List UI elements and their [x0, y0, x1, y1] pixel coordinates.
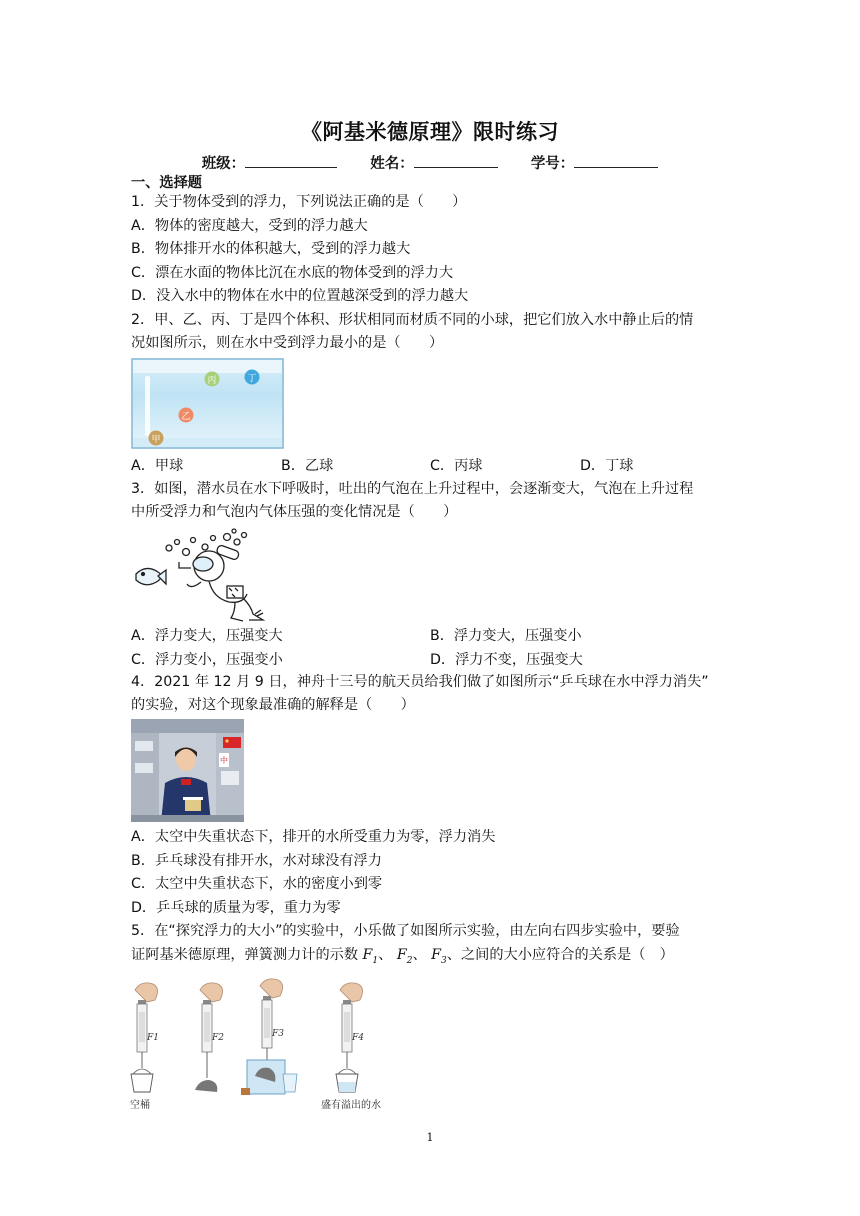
- page-number: 1: [426, 1131, 434, 1144]
- ball-jia: [149, 431, 164, 446]
- caption-empty-bucket: 空桶: [130, 1100, 150, 1111]
- step3-stone-in-water: [241, 979, 297, 1095]
- q5-f1: $F_1$: [362, 947, 379, 966]
- q4-option-c: C．太空中失重状态下，水的密度小到零: [131, 876, 383, 892]
- q5-stem-line1: 5．在“探究浮力的大小”的实验中，小乐做了如图所示实验，由左向右四步实验中，要验: [131, 923, 680, 939]
- caption-overflow-water: 盛有溢出的水: [321, 1100, 381, 1111]
- svg-text:丙: 丙: [207, 376, 217, 386]
- ball-yi: [179, 408, 194, 423]
- name-blank[interactable]: [414, 153, 498, 168]
- step1-empty-bucket: [131, 983, 159, 1092]
- q1-stem: 1．关于物体受到的浮力，下列说法正确的是（ ）: [131, 194, 467, 210]
- svg-text:乙: 乙: [181, 412, 191, 422]
- q1-option-d: D．没入水中的物体在水中的位置越深受到的浮力越大: [131, 288, 469, 304]
- ball-bing: [205, 372, 220, 387]
- id-blank[interactable]: [574, 153, 658, 168]
- q1-option-c: C．漂在水面的物体比沉在水底的物体受到的浮力大: [131, 265, 454, 281]
- student-info-row: [0, 152, 860, 173]
- q1-option-b: B．物体排开水的体积越大，受到的浮力越大: [131, 241, 411, 257]
- q5-experiment-figure: [125, 978, 395, 1114]
- svg-text:F4: F4: [352, 1033, 364, 1043]
- q4-stem-line1: 4．2021 年 12 月 9 日，神舟十三号的航天员给我们做了如图所示“乒乓球在水中浮力消失”: [131, 674, 709, 690]
- svg-text:F2: F2: [212, 1033, 224, 1043]
- q3-option-d: D．浮力不变，压强变大: [430, 652, 583, 668]
- svg-text:丁: 丁: [247, 374, 257, 384]
- class-label: 班级：: [201, 156, 246, 172]
- svg-text:甲: 甲: [151, 435, 161, 445]
- q4-option-d: D．乒乓球的质量为零，重力为零: [131, 900, 341, 916]
- q4-stem-line2: 的实验，对这个现象最准确的解释是（ ）: [131, 697, 415, 713]
- q4-option-a: A．太空中失重状态下，排开的水所受重力为零，浮力消失: [131, 829, 496, 845]
- q1-option-a: A．物体的密度越大，受到的浮力越大: [131, 218, 368, 234]
- q2-option-c: C．丙球: [430, 458, 483, 474]
- step2-stone-in-air: [195, 983, 224, 1092]
- name-label: 姓名：: [370, 156, 414, 172]
- id-label: 学号：: [530, 156, 575, 172]
- svg-text:F1: F1: [147, 1033, 159, 1043]
- q2-stem-line2: 况如图所示，则在水中受到浮力最小的是（ ）: [131, 335, 444, 351]
- q5-f2: $F_2$: [396, 947, 413, 966]
- q2-option-a: A．甲球: [131, 458, 184, 474]
- svg-text:中: 中: [220, 756, 228, 765]
- q4-astronaut-photo: [131, 719, 244, 822]
- section-heading: 一、选择题: [131, 175, 202, 191]
- q5-stem-line2: 证阿基米德原理，弹簧测力计的示数 $F_1$、 $F_2$、 $F_3$、之间的大小应符合的关系是（ ）: [131, 947, 674, 966]
- svg-text:F3: F3: [272, 1029, 284, 1039]
- q2-stem-line1: 2．甲、乙、丙、丁是四个体积、形状相同而材质不同的小球，把它们放入水中静止后的情: [131, 312, 694, 328]
- q2-option-d: D．丁球: [580, 458, 634, 474]
- q3-stem-line1: 3．如图，潜水员在水下呼吸时，吐出的气泡在上升过程中，会逐渐变大，气泡在上升过程: [131, 481, 694, 497]
- q3-option-c: C．浮力变小，压强变小: [131, 652, 283, 668]
- class-blank[interactable]: [245, 153, 337, 168]
- q3-diver-illustration: [131, 528, 271, 622]
- q5-f3: $F_3$: [431, 947, 447, 966]
- q3-option-a: A．浮力变大，压强变大: [131, 628, 283, 644]
- q2-water-tank-figure: [131, 358, 284, 449]
- q3-stem-line2: 中所受浮力和气泡内气体压强的变化情况是（ ）: [131, 504, 458, 520]
- page-title: 《阿基米德原理》限时练习: [301, 120, 559, 144]
- q2-option-b: B．乙球: [281, 458, 334, 474]
- q3-option-b: B．浮力变大，压强变小: [430, 628, 582, 644]
- ball-ding: [245, 370, 260, 385]
- q4-option-b: B．乒乓球没有排开水，水对球没有浮力: [131, 853, 382, 869]
- step4-bucket-with-water: [336, 983, 364, 1092]
